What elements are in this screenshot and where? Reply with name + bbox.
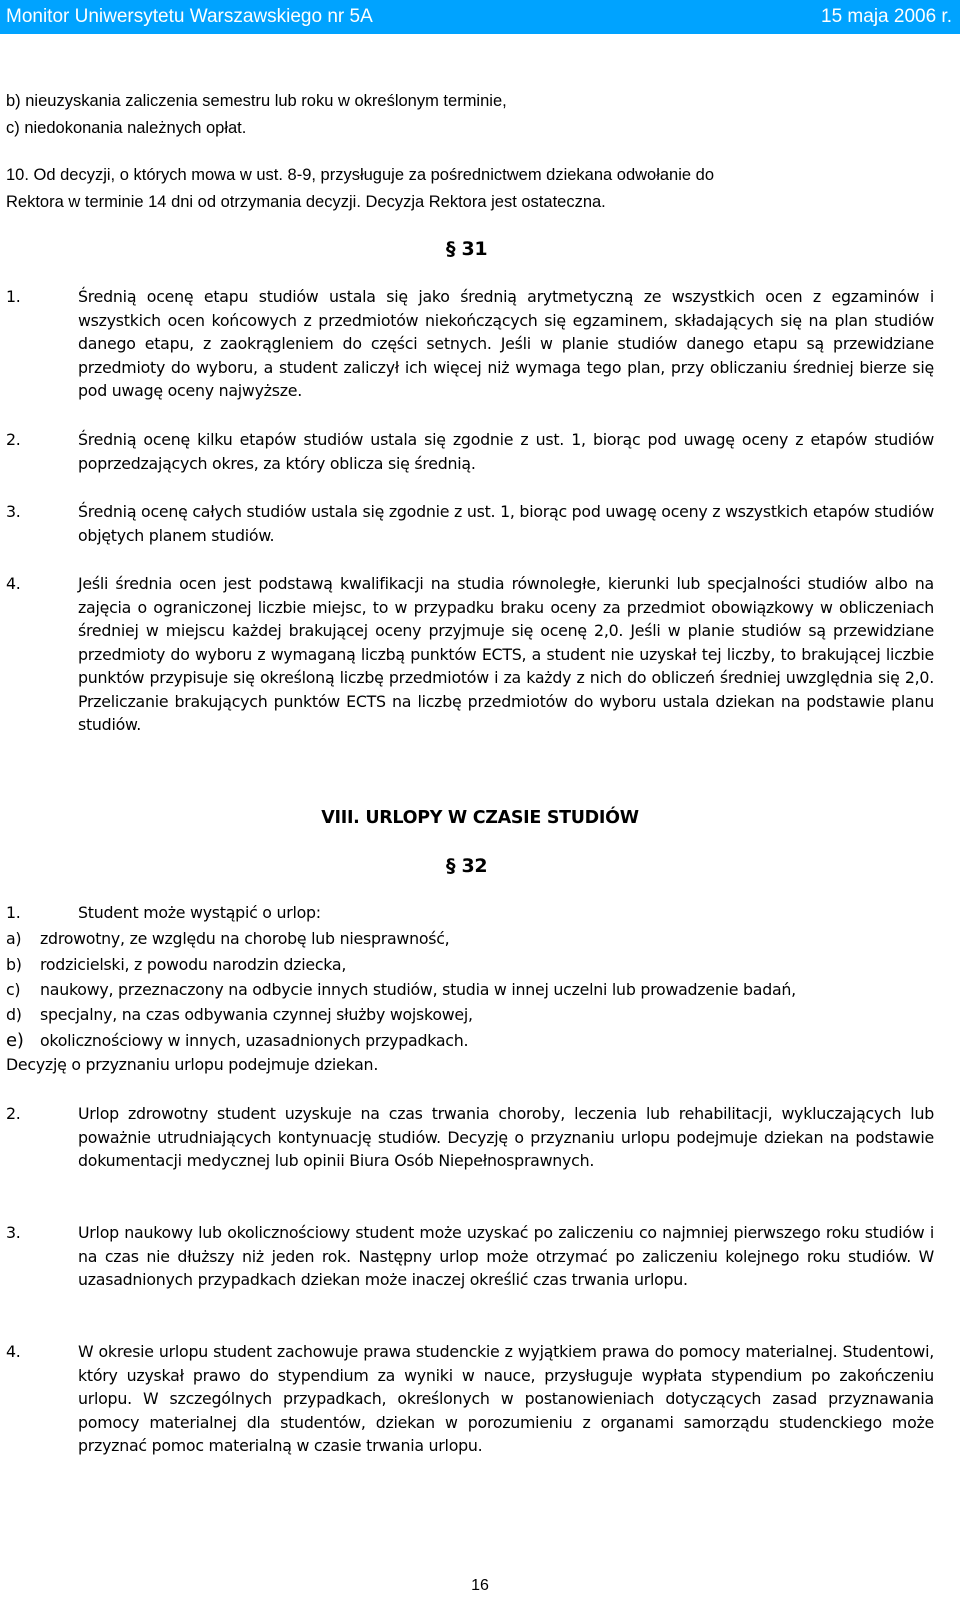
page-header — [0, 0, 960, 34]
item-text: Średnią ocenę etapu studiów ustala się jako średnią arytmetyczną ze wszystkich ocen z egzaminów i wszystkich ocen końcowych z przedmiotów niekończących się egzaminem, składających się na plan studiów danego etapu, z zaokrągleniem do części setnych. Jeśli w planie studiów danego etapu są przewidziane przedmioty do wyboru, a student zaliczył ich więcej niż wymaga tego plan, przy obliczaniu średniej bierze się pod uwagę oceny najwyższe. — [78, 287, 934, 400]
par31-item-2 — [6, 428, 934, 475]
item-text: Średnią ocenę całych studiów ustala się zgodnie z ust. 1, biorąc pod uwagę oceny z wszystkich etapów studiów objętych planem studiów. — [78, 502, 934, 545]
par31-item-3 — [6, 500, 934, 547]
item-number: 4. — [6, 574, 21, 593]
item-text: Student może wystąpić o urlop: — [78, 903, 321, 922]
par32-item-3 — [6, 1221, 934, 1292]
option-label: a) — [6, 929, 22, 948]
paragraph-10-line-2: Rektora w terminie 14 dni od otrzymania decyzji. Decyzja Rektora jest ostateczna. — [6, 193, 606, 211]
par32-item-2 — [6, 1102, 934, 1173]
item-number: 3. — [6, 502, 21, 521]
par32-item-1 — [6, 903, 321, 922]
intro-item-c: c) niedokonania należnych opłat. — [6, 119, 247, 137]
section-31-heading: § 31 — [446, 238, 488, 260]
page-number: 16 — [471, 1577, 489, 1594]
item-text: Jeśli średnia ocen jest podstawą kwalifikacji na studia równoległe, kierunki lub specjalności studiów albo na zajęcia o ograniczonej liczbie miejsc, to w przypadku braku oceny za przedmiot obowiązkowy w obliczeniach średniej w miejscu każdej brakującej oceny przyjmuje się ocenę 2,0. Jeśli w planie studiów są przewidziane przedmioty do wyboru z wymaganą liczbą punktów ECTS, a student nie uzyskał tej liczby, to brakującej liczbie punktów przypisuje się określoną liczbę przedmiotów i za każdy z nich do obliczeń średniej uwzględnia się 2,0. Przeliczanie brakujących punktów ECTS na liczbę przedmiotów do wyboru ustala dziekan na podstawie planu studiów. — [78, 574, 934, 734]
leave-option-b — [6, 955, 346, 974]
item-number: 2. — [6, 430, 21, 449]
section-32-heading: § 32 — [446, 855, 488, 877]
item-number: 3. — [6, 1223, 21, 1242]
leave-option-d — [6, 1005, 473, 1024]
leave-option-e — [6, 1030, 468, 1051]
item-number: 1. — [6, 287, 21, 306]
par31-item-4 — [6, 572, 934, 737]
option-label: e) — [6, 1030, 24, 1051]
intro-item-b: b) nieuzyskania zaliczenia semestru lub roku w określonym terminie, — [6, 92, 507, 110]
par31-item-1 — [6, 285, 934, 403]
option-text: rodzicielski, z powodu narodzin dziecka, — [40, 955, 347, 974]
leave-option-a — [6, 929, 449, 948]
option-label: d) — [6, 1005, 22, 1024]
option-text: zdrowotny, ze względu na chorobę lub niesprawność, — [40, 929, 450, 948]
item-text: Urlop zdrowotny student uzyskuje na czas trwania choroby, leczenia lub rehabilitacji, wykluczających lub poważnie utrudniających kontynuację studiów. Decyzję o przyznaniu urlopu podejmuje dziekan na podstawie dokumentacji medycznej lub opinii Biura Osób Niepełnosprawnych. — [78, 1104, 934, 1170]
item-number: 2. — [6, 1104, 21, 1123]
option-label: b) — [6, 955, 22, 974]
item-text: Średnią ocenę kilku etapów studiów ustala się zgodnie z ust. 1, biorąc pod uwagę oceny z etapów studiów poprzedzających okres, za który oblicza się średnią. — [78, 430, 934, 473]
leave-option-c — [6, 980, 796, 999]
publication-title: Monitor Uniwersytetu Warszawskiego nr 5A — [6, 6, 373, 27]
option-text: naukowy, przeznaczony na odbycie innych studiów, studia w innej uczelni lub prowadzenie badań, — [40, 980, 796, 999]
item-text: W okresie urlopu student zachowuje prawa studenckie z wyjątkiem prawa do pomocy materialnej. Studentowi, który uzyskał prawo do stypendium za wyniki w nauce, przysługuje wypłata stypendium po zakończeniu urlopu. W szczególnych przypadkach, określonych w postanowieniach dotyczących zasad przyznawania pomocy materialnej dla studentów, dziekan w porozumieniu z organami samorządu studenckiego może przyznać pomoc materialną w czasie trwania urlopu. — [78, 1342, 934, 1455]
publication-date: 15 maja 2006 r. — [821, 6, 952, 27]
item-number: 1. — [6, 903, 21, 922]
item-number: 4. — [6, 1342, 21, 1361]
item-text: Urlop naukowy lub okolicznościowy student może uzyskać po zaliczeniu co najmniej pierwszego roku studiów i na czas nie dłuższy niż jeden rok. Następny urlop może otrzymać po zaliczeniu kolejnego roku studiów. W uzasadnionych przypadkach dziekan może inaczej określić czas trwania urlopu. — [78, 1223, 934, 1289]
option-text: specjalny, na czas odbywania czynnej służby wojskowej, — [40, 1005, 473, 1024]
par32-item-4 — [6, 1340, 934, 1458]
chapter-heading: VIII. URLOPY W CZASIE STUDIÓW — [321, 808, 639, 828]
option-text: okolicznościowy w innych, uzasadnionych przypadkach. — [40, 1031, 469, 1050]
option-label: c) — [6, 980, 21, 999]
paragraph-10-line-1: 10. Od decyzji, o których mowa w ust. 8-9, przysługuje za pośrednictwem dziekana odwołanie do — [6, 166, 715, 184]
leave-decision-note: Decyzję o przyznaniu urlopu podejmuje dziekan. — [6, 1055, 379, 1074]
